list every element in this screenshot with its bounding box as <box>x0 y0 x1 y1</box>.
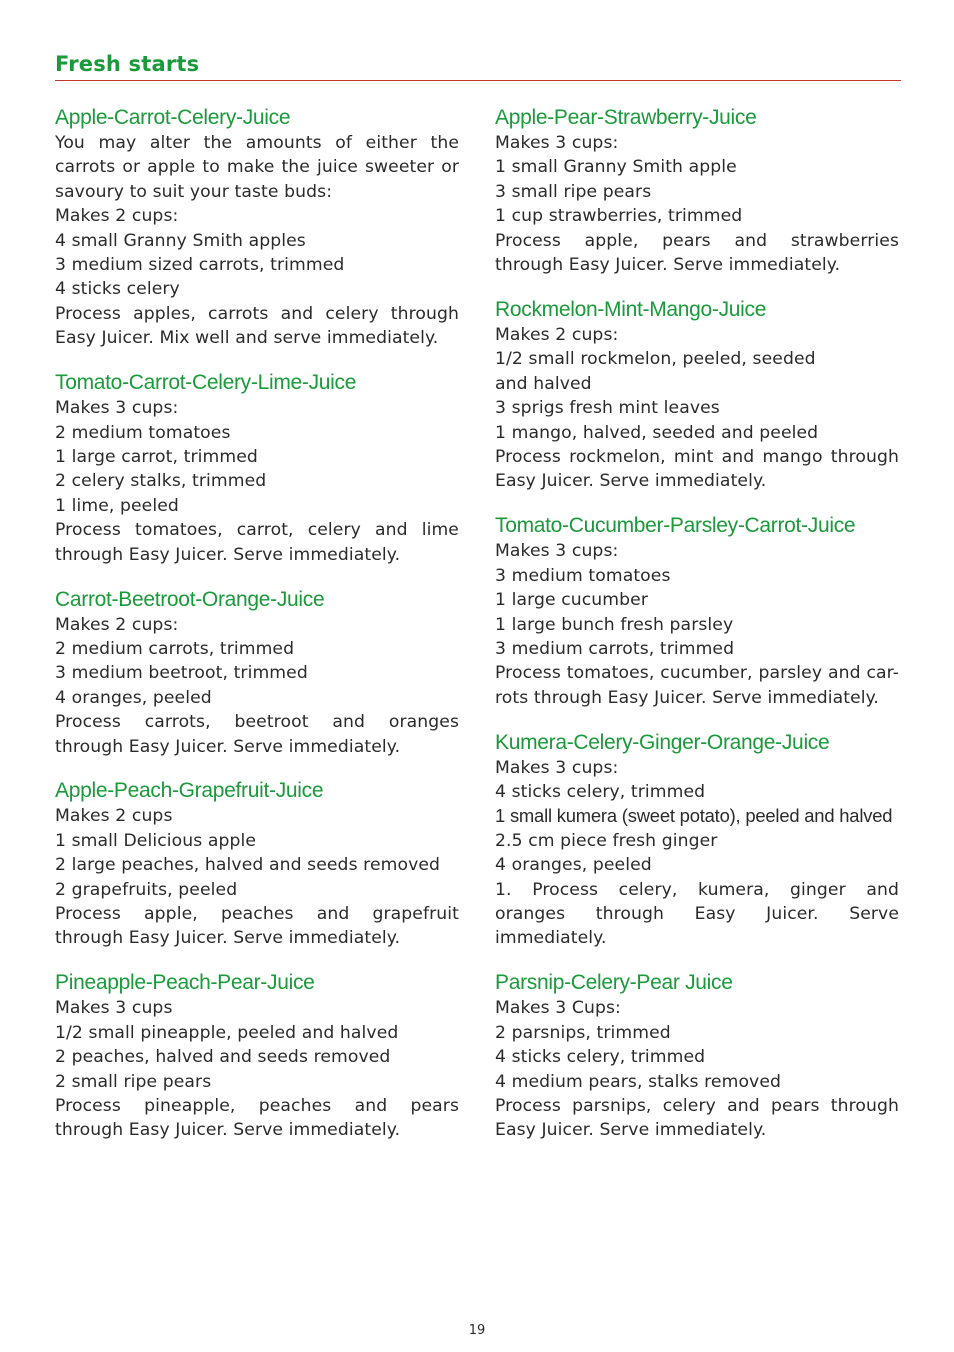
recipe-pineapple-peach-pear <box>55 969 459 1142</box>
recipe-kumera-celery-ginger-orange <box>495 729 899 951</box>
recipe-apple-pear-strawberry <box>495 104 899 277</box>
ingredient: 3 medium sized carrots, trimmed <box>55 255 345 276</box>
recipe-method: Process tomatoes, cucumber, parsley and car-rots through Easy Juicer. Serve immediately. <box>495 663 899 708</box>
ingredient: 3 small ripe pears <box>495 181 652 202</box>
recipe-method: Process apples, carrots and celery through Easy Juicer. Mix well and serve immediately. <box>55 303 459 349</box>
right-column <box>495 104 899 1143</box>
section-title: Fresh starts <box>55 52 200 76</box>
recipe-method: Process apple, pears and strawberries through Easy Juicer. Serve immediately. <box>495 230 899 276</box>
recipe-method: Process parsnips, celery and pears through Easy Juicer. Serve immediately. <box>495 1096 899 1141</box>
recipe-title: Apple-Peach-Grapefruit-Juice <box>55 779 324 803</box>
ingredient: 1 cup strawberries, trimmed <box>495 206 743 227</box>
recipe-yield: Makes 3 cups: <box>495 133 619 153</box>
ingredient: 3 medium tomatoes <box>495 565 671 586</box>
recipe-title: Apple-Pear-Strawberry-Juice <box>495 106 757 129</box>
ingredient: 3 medium carrots, trimmed <box>495 638 735 659</box>
recipe-title: Parsnip-Celery-Pear Juice <box>495 971 733 995</box>
ingredient: 4 oranges, peeled <box>495 855 652 876</box>
ingredient: 3 medium beetroot, trimmed <box>55 663 308 684</box>
ingredient: 4 small Granny Smith apples <box>55 230 306 251</box>
ingredient: 1/2 small rockmelon, peeled, seeded <box>495 349 816 370</box>
recipe-yield: Makes 2 cups: <box>495 324 619 345</box>
ingredient: 4 oranges, peeled <box>55 687 212 708</box>
recipe-tomato-cucumber-parsley-carrot <box>495 512 899 710</box>
ingredient: 1 small Granny Smith apple <box>495 157 737 178</box>
recipe-yield: Makes 3 cups: <box>495 541 619 562</box>
ingredient: 4 sticks celery <box>55 279 180 300</box>
recipe-apple-carrot-celery <box>55 104 459 351</box>
recipe-method: Process tomatoes, carrot, celery and lime through Easy Juicer. Serve immediately. <box>55 520 459 565</box>
recipe-yield: Makes 2 cups: <box>55 206 179 227</box>
recipe-yield: Makes 3 Cups: <box>495 998 621 1019</box>
ingredient: 1 small Delicious apple <box>55 830 257 851</box>
ingredient: 1/2 small pineapple, peeled and halved <box>55 1022 399 1043</box>
recipe-yield: Makes 3 cups <box>55 998 173 1019</box>
recipe-method: Process pineapple, peaches and pears through Easy Juicer. Serve immediately. <box>55 1096 459 1141</box>
ingredient: 2 large peaches, halved and seeds removed <box>55 855 441 876</box>
recipe-yield: Makes 2 cups: <box>55 614 179 635</box>
recipe-yield: Makes 3 cups: <box>495 757 619 778</box>
ingredient: 4 medium pears, stalks removed <box>495 1071 782 1092</box>
page-header <box>55 50 901 81</box>
recipe-intro: You may alter the amounts of either the carrots or apple to make the juice sweeter or savoury to suit your taste buds: <box>55 133 459 202</box>
ingredient: 2 peaches, halved and seeds removed <box>55 1047 391 1068</box>
ingredient: 2 celery stalks, trimmed <box>55 471 267 492</box>
recipe-title: Pineapple-Peach-Pear-Juice <box>55 971 315 995</box>
ingredient: 1 mango, halved, seeded and peeled <box>495 422 819 443</box>
ingredient: 2 grapefruits, peeled <box>55 879 238 900</box>
ingredient: 2 medium tomatoes <box>55 422 231 443</box>
recipe-title: Rockmelon-Mint-Mango-Juice <box>495 297 767 321</box>
ingredient: and halved <box>495 373 592 394</box>
page-number: 19 <box>468 1323 486 1338</box>
ingredient: 2.5 cm piece fresh ginger <box>495 830 718 851</box>
ingredient: 4 sticks celery, trimmed <box>495 1047 706 1068</box>
ingredient: 3 sprigs fresh mint leaves <box>495 398 720 419</box>
recipe-parsnip-celery-pear <box>495 969 899 1142</box>
ingredient: 1 large bunch fresh parsley <box>495 614 734 635</box>
ingredient: 1 lime, peeled <box>55 495 179 516</box>
recipe-tomato-carrot-celery-lime <box>55 369 459 567</box>
ingredient: 2 small ripe pears <box>55 1071 212 1092</box>
recipe-method: Process apple, peaches and grapefruit through Easy Juicer. Serve immediately. <box>55 904 459 949</box>
ingredient: 1 large cucumber <box>495 590 648 611</box>
ingredient: 4 sticks celery, trimmed <box>495 782 706 803</box>
ingredient: 1 small kumera (sweet potato), peeled and halved <box>495 805 893 827</box>
recipe-apple-peach-grapefruit <box>55 777 459 950</box>
recipe-title: Carrot-Beetroot-Orange-Juice <box>55 587 325 611</box>
recipe-method: Process rockmelon, mint and mango through Easy Juicer. Serve immediately. <box>495 446 899 492</box>
ingredient: 2 parsnips, trimmed <box>495 1022 671 1043</box>
recipe-title: Apple-Carrot-Celery-Juice <box>55 106 291 129</box>
ingredient: 1 large carrot, trimmed <box>55 446 258 467</box>
recipe-yield: Makes 2 cups <box>55 806 173 827</box>
recipe-title: Tomato-Carrot-Celery-Lime-Juice <box>55 371 357 395</box>
left-column <box>55 104 459 1143</box>
recipe-title: Kumera-Celery-Ginger-Orange-Juice <box>495 730 830 754</box>
ingredient: 2 medium carrots, trimmed <box>55 638 295 659</box>
recipe-title: Tomato-Cucumber-Parsley-Carrot-Juice <box>495 514 856 538</box>
recipe-yield: Makes 3 cups: <box>55 398 179 419</box>
recipe-method: Process carrots, beetroot and oranges through Easy Juicer. Serve immediately. <box>55 712 459 757</box>
recipe-carrot-beetroot-orange <box>55 586 459 759</box>
recipe-rockmelon-mint-mango <box>495 296 899 494</box>
recipe-method: 1. Process celery, kumera, ginger and oranges through Easy Juicer. Serve immediately. <box>495 879 899 949</box>
